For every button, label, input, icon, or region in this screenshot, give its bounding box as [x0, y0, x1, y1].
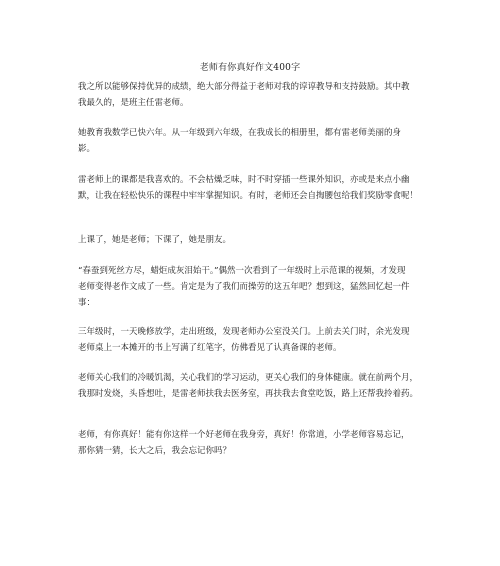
paragraph-2: 她教育我数学已快六年。从一年级到六年级，在我成长的相册里，都有雷老师美丽的身 影。 — [78, 128, 402, 154]
paragraph-5: “春蚕到死丝方尽，蜡炬成灰泪始干。”偶然一次看到了一年级时上示范课的视频，才发现 老师变得老作文成了一些。肯定是为了我们而操劳的这五年吧？想到这，猛然回忆起一件 事： — [78, 266, 410, 308]
paragraph-4: 上课了，她是老师；下课了，她是朋友。 — [78, 235, 232, 245]
paragraph-7: 老师关心我们的冷暖饥渴，关心我们的学习运动，更关心我们的身体健康。就在前两个月， 我那时发烧，头昏想吐，是雷老师扶我去医务室，再扶我去食堂吃饭，路上还帮我拎着药。 — [78, 373, 419, 399]
document-title: 老师有你真好作文400字 — [199, 63, 301, 73]
paragraph-3: 雷老师上的课都是我喜欢的。不会枯燥乏味，时不时穿插一些课外知识，亦或是来点小幽 默，让我在轻松快乐的课程中牢牢掌握知识。有时，老师还会自掏腰包给我们奖励零食呢！ — [78, 175, 419, 201]
paragraph-8: 老师，有你真好！能有你这样一个好老师在我身旁，真好！你常道，小学老师容易忘记， 那你猜一猜，长大之后，我会忘记你吗？ — [78, 430, 410, 456]
paragraph-1: 我之所以能够保持优异的成绩，绝大部分得益于老师对我的谆谆教导和支持鼓励。其中教 我最久的，是班主任雷老师。 — [78, 82, 410, 108]
paragraph-6: 三年级时，一天晚修放学，走出班级，发现老师办公室没关门。上前去关门时，余光发现 老师桌上一本摊开的书上写满了红笔字，仿佛看见了认真备课的老师。 — [78, 327, 410, 353]
